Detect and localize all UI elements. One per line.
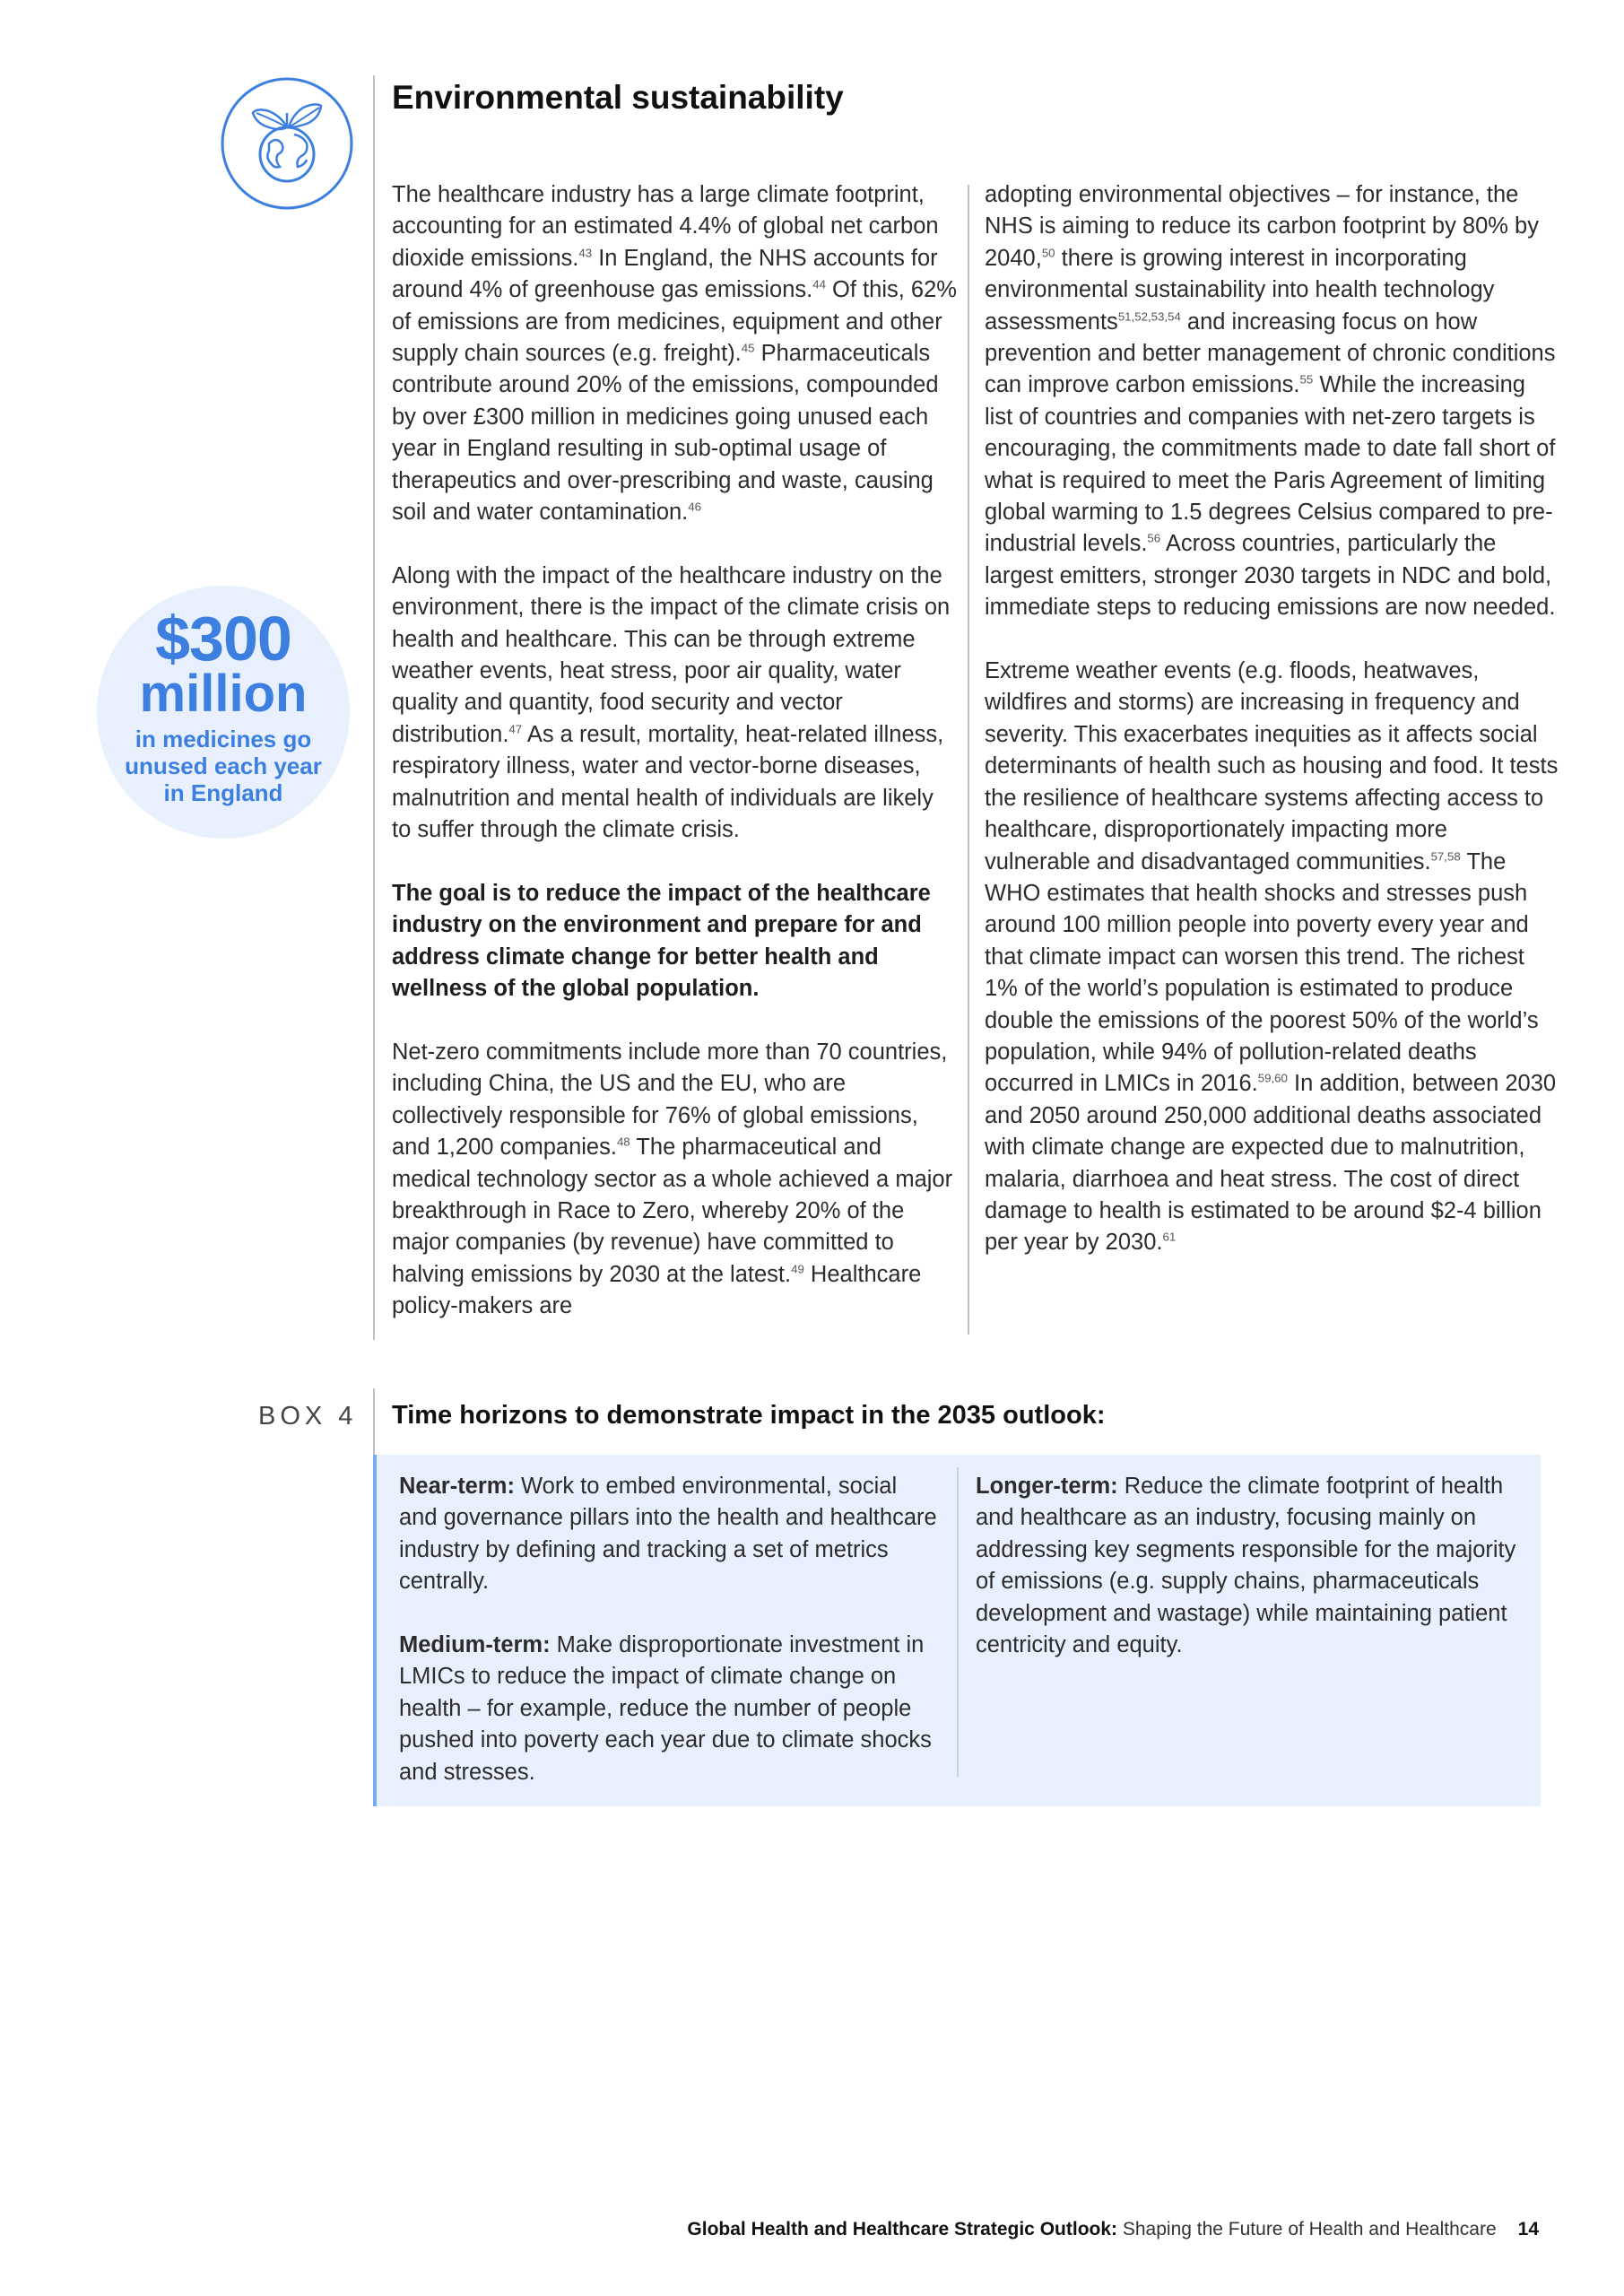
footer-title: Global Health and Healthcare Strategic Outlook: bbox=[687, 2219, 1118, 2239]
stat-caption-line: in England bbox=[163, 779, 283, 806]
text-run: Across countries, particularly the largest emitters, stronger 2030 targets in NDC and bold, immediate steps to reducing emissions are now needed. bbox=[985, 531, 1556, 621]
text-run: there is growing interest in incorporating environmental sustainability into health technology assessments bbox=[985, 245, 1495, 335]
footnote-ref: 45 bbox=[741, 341, 755, 355]
paragraph bbox=[985, 656, 1559, 1259]
text-run: The healthcare industry has a large climate footprint, accounting for an estimated 4.4% of global net carbon dioxide emissions. bbox=[392, 182, 939, 271]
footnote-ref: 57,58 bbox=[1430, 849, 1461, 864]
longer-term-item bbox=[976, 1471, 1523, 1661]
text-run: and increasing focus on how prevention and better management of chronic conditions can improve carbon emissions. bbox=[985, 309, 1556, 398]
footnote-ref: 50 bbox=[1041, 246, 1055, 260]
longer-term-label: Longer-term: bbox=[976, 1474, 1118, 1499]
box-divider bbox=[957, 1467, 959, 1777]
text-run: Of this, 62% of emissions are from medicines, equipment and other supply chain sources (e.g. freight). bbox=[392, 277, 957, 367]
footnote-ref: 59,60 bbox=[1257, 1071, 1288, 1085]
text-run: In England, the NHS accounts for around 4% of greenhouse gas emissions. bbox=[392, 245, 938, 303]
footnote-ref: 44 bbox=[812, 277, 826, 291]
text-run: The pharmaceutical and medical technology sector as a whole achieved a major breakthrough in Race to Zero, whereby 20% of the major companies (by revenue) have committed to halving emissions by 2030 at the latest. bbox=[392, 1135, 953, 1287]
text-run: While the increasing list of countries and companies with net-zero targets is encouraging, the commitments made to date fall short of what is required to meet the Paris Agreement of limiting global warming to 1.5 degrees Celsius compared to pre-industrial levels. bbox=[985, 372, 1556, 557]
medium-term-text: Make disproportionate investment in LMICs to reduce the impact of climate change on health – for example, reduce the number of people pushed into poverty each year due to climate shocks and stresses. bbox=[399, 1632, 932, 1785]
text-run: The WHO estimates that health shocks and stresses push around 100 million people into poverty every year and that climate impact can worsen this trend. The richest 1% of the world’s population is estimated to produce double the emissions of the poorest 50% of the world’s population, while 94% of pollution-related deaths occurred in LMICs in 2016. bbox=[985, 848, 1539, 1097]
box-column-right bbox=[976, 1471, 1523, 1661]
box-label: BOX 4 bbox=[258, 1402, 358, 1431]
footnote-ref: 51,52,53,54 bbox=[1117, 309, 1181, 324]
footnote-ref: 55 bbox=[1299, 372, 1314, 387]
footnote-ref: 61 bbox=[1162, 1230, 1177, 1244]
footnote-ref: 43 bbox=[578, 246, 593, 260]
text-run: Net-zero commitments include more than 70 countries, including China, the US and the EU, who are collectively responsible for 76% of global emissions, and 1,200 companies. bbox=[392, 1039, 948, 1161]
globe-leaves-icon bbox=[219, 75, 355, 212]
text-run: Along with the impact of the healthcare industry on the environment, there is the impact of the climate crisis on health and healthcare. This can be through extreme weather events, heat stress, poor air quality, water quality and quantity, food security and vector distribution. bbox=[392, 562, 951, 747]
box-column-left bbox=[399, 1471, 937, 1788]
goal-statement bbox=[392, 878, 957, 1005]
near-term-item bbox=[399, 1471, 937, 1598]
text-run: In addition, between 2030 and 2050 around 250,000 additional deaths associated with climate change are expected due to malnutrition, malaria, diarrhoea and heat stress. The cost of direct damage to health is estimated to be around $2-4 billion per year by 2030. bbox=[985, 1071, 1557, 1256]
text-run: Healthcare policy-makers are bbox=[392, 1261, 922, 1319]
box-rule bbox=[373, 1388, 375, 1455]
footnote-ref: 49 bbox=[791, 1262, 804, 1276]
paragraph bbox=[392, 179, 957, 528]
paragraph bbox=[392, 561, 957, 847]
stat-caption-line: in medicines go bbox=[135, 726, 312, 752]
body-column-right bbox=[985, 179, 1559, 1259]
near-term-label: Near-term: bbox=[399, 1474, 515, 1499]
column-divider bbox=[968, 185, 969, 1335]
goal-text: The goal is to reduce the impact of the healthcare industry on the environment and prepare for and address climate change for better health and wellness of the global population. bbox=[392, 880, 931, 1002]
stat-caption bbox=[97, 726, 350, 806]
longer-term-text: Reduce the climate footprint of health and healthcare as an industry, focusing mainly on addressing key segments responsible for the majority of emissions (e.g. supply chains, pharmaceuticals development and wastage) while maintaining patient centricity and equity. bbox=[976, 1474, 1516, 1658]
paragraph bbox=[985, 179, 1559, 624]
footnote-ref: 47 bbox=[508, 722, 523, 736]
stat-value: $300 bbox=[155, 604, 291, 674]
text-run: adopting environmental objectives – for instance, the NHS is aiming to reduce its carbon footprint by 80% by 2040, bbox=[985, 182, 1539, 271]
text-run: Extreme weather events (e.g. floods, heatwaves, wildfires and storms) are increasing in frequency and severity. This exacerbates inequities as it affects social determinants of health such as housing and food. It tests the resilience of healthcare systems affecting access to healthcare, disproportionately impacting more vulnerable and disadvantaged communities. bbox=[985, 658, 1559, 874]
page-footer bbox=[687, 2219, 1539, 2240]
text-run: Pharmaceuticals contribute around 20% of the emissions, compounded by over £300 million in medicines going unused each year in England resulting in sub-optimal usage of therapeutics and over-prescribing and waste, causing soil and water contamination. bbox=[392, 341, 939, 526]
footer-subtitle: Shaping the Future of Health and Healthcare bbox=[1117, 2219, 1497, 2239]
section-title: Environmental sustainability bbox=[392, 79, 844, 116]
stat-callout bbox=[97, 586, 350, 839]
paragraph bbox=[392, 1037, 957, 1323]
footnote-ref: 48 bbox=[616, 1135, 630, 1149]
page-number: 14 bbox=[1517, 2219, 1539, 2239]
stat-caption-line: unused each year bbox=[125, 752, 322, 779]
medium-term-item bbox=[399, 1630, 937, 1788]
body-column-left bbox=[392, 179, 957, 1323]
footnote-ref: 46 bbox=[688, 500, 702, 514]
near-term-text: Work to embed environmental, social and governance pillars into the health and healthcare industry by defining and tracking a set of metrics centrally. bbox=[399, 1474, 937, 1595]
footnote-ref: 56 bbox=[1147, 531, 1161, 545]
medium-term-label: Medium-term: bbox=[399, 1632, 551, 1658]
section-rule bbox=[373, 75, 375, 1340]
text-run: As a result, mortality, heat-related illness, respiratory illness, water and vector-borne diseases, malnutrition and mental health of individuals are likely to suffer through the climate crisis. bbox=[392, 721, 944, 843]
box-title: Time horizons to demonstrate impact in the 2035 outlook: bbox=[392, 1401, 1106, 1430]
stat-unit: million bbox=[139, 665, 308, 723]
